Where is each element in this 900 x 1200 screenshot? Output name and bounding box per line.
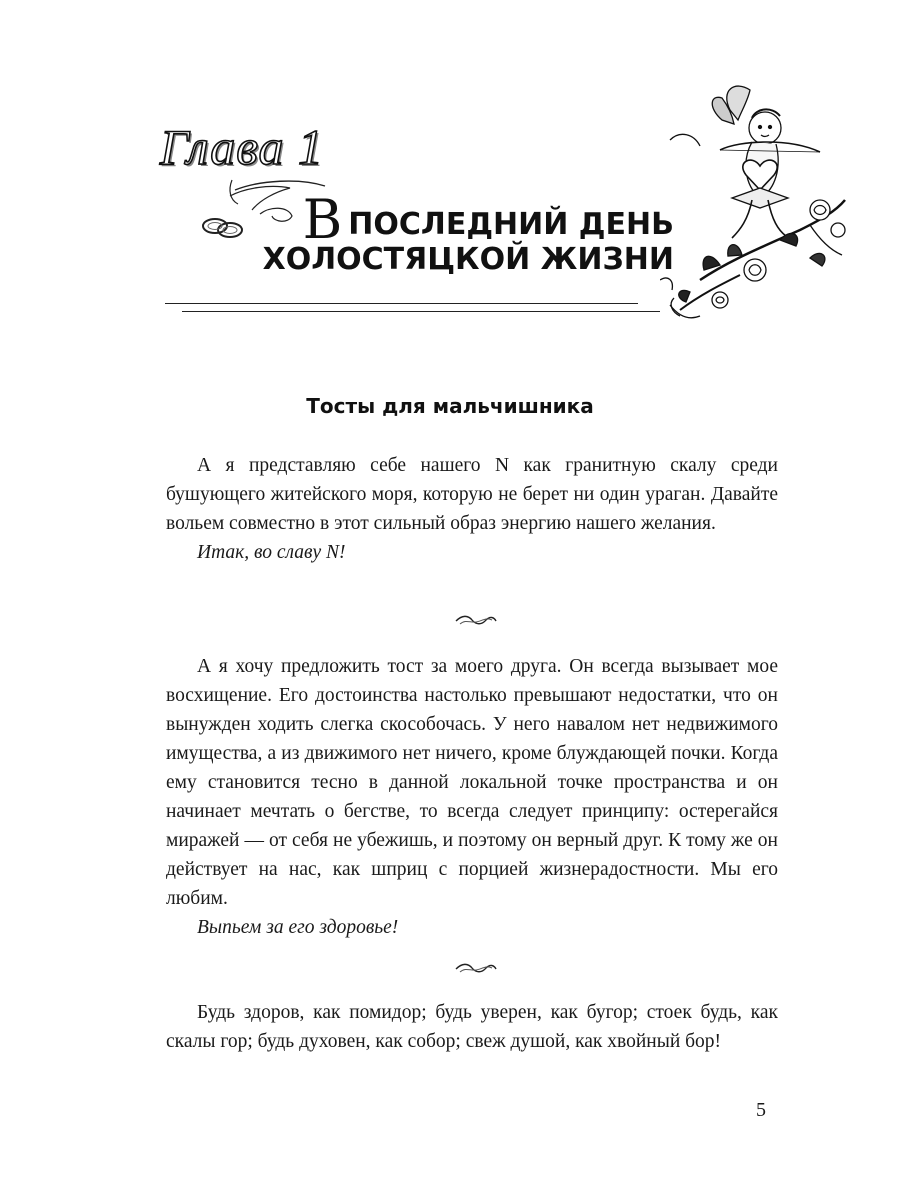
section-heading: Тосты для мальчишника	[306, 394, 594, 418]
flourish-divider-icon	[454, 614, 498, 628]
chapter-title-line1-text: ПОСЛЕДНИЙ ДЕНЬ	[348, 207, 674, 242]
toast-1	[166, 451, 778, 567]
toast-3	[166, 998, 778, 1056]
page-number: 5	[756, 1099, 766, 1121]
flourish-divider-icon	[454, 962, 498, 976]
toast-1-call: Итак, во славу N!	[197, 542, 346, 563]
toast-1-text: А я представляю себе нашего N как гранитную скалу среди бушующего житейского моря, которую не берет ни один ураган. Давайте вольем совместно в этот сильный образ энергию нашего желания.	[166, 455, 778, 534]
toast-3-text: Будь здоров, как помидор; будь уверен, как бугор; стоек будь, как скалы гор; будь духовен, как собор; свеж душой, как хвойный бор!	[166, 1002, 778, 1052]
chapter-title-line2: ХОЛОСТЯЦКОЙ ЖИЗНИ	[262, 242, 674, 277]
header-rule-upper	[165, 303, 638, 304]
toast-2	[166, 652, 778, 942]
toast-2-text: А я хочу предложить тост за моего друга. Он всегда вызывает мое восхищение. Его достоинства настолько превышают недостатки, что он вынужден ходить слегка скособочась. У него навалом нет недвижимого имущества, а из движимого нет ничего, кроме блуждающей почки. Когда ему становится тесно в данной локальной точке пространства и он начинает мечтать о бегстве, то всегда следует принципу: остерегайся миражей — от себя не убежишь, и поэтому он верный друг. К тому же он действует на нас, как шприц с порцией жизнерадостности. Мы его любим.	[166, 656, 778, 909]
cupid-on-branch-illustration	[660, 80, 850, 320]
header-rule-lower	[182, 311, 660, 312]
chapter-label: Глава 1	[160, 119, 325, 175]
toast-2-call: Выпьем за его здоровье!	[197, 917, 399, 938]
chapter-title-initial: В	[302, 188, 343, 251]
